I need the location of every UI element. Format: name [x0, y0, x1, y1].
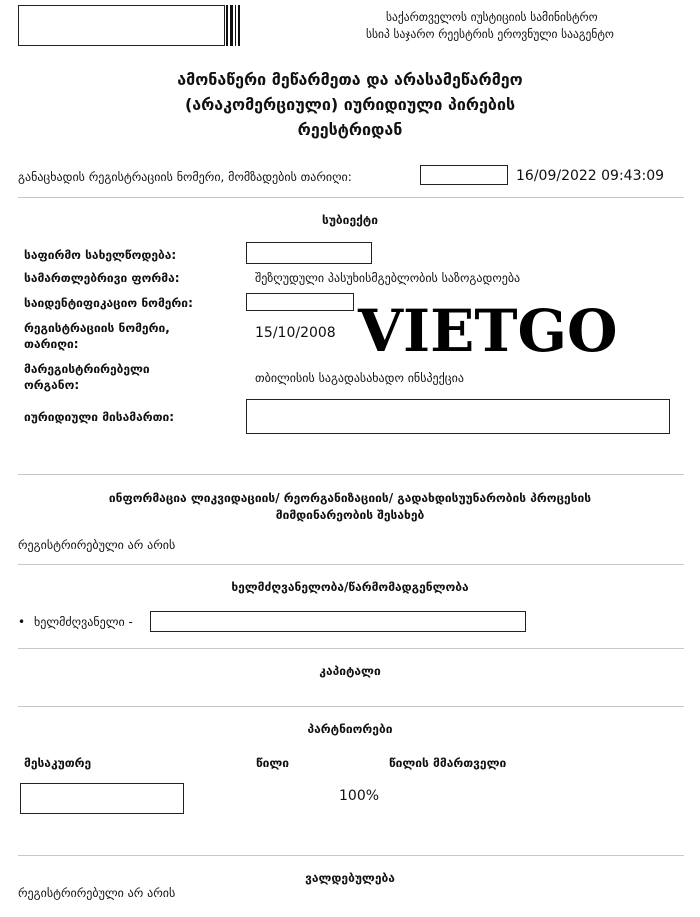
divider — [18, 648, 684, 649]
application-label: განაცხადის რეგისტრაციის ნომერი, მომზადების თარიღი: — [18, 170, 352, 184]
registering-body-label: მარეგისტრირებელი ორგანო: — [24, 362, 150, 392]
partners-column-owner: მესაკუთრე — [24, 756, 92, 770]
partners-column-share: წილი — [256, 756, 290, 770]
identification-number-label: საიდენტიფიკაციო ნომერი: — [24, 296, 193, 310]
document-title-line-3: რეესტრიდან — [297, 120, 403, 139]
document-title-line-2: (არაკომერციული) იურიდიული პირების — [184, 95, 516, 114]
legal-address-label: იურიდიული მისამართი: — [24, 410, 175, 424]
liquidation-heading-line-1: ინფორმაცია ლიკვიდაციის/ რეორგანიზაციის/ გადახდისუუნარობის პროცესის — [108, 491, 592, 505]
legal-form-label: სამართლებრივი ფორმა: — [24, 271, 180, 285]
divider — [18, 706, 684, 707]
ministry-line-2: სსიპ საჯარო რეესტრის ეროვნული სააგენტო — [366, 27, 614, 41]
application-datetime: 16/09/2022 09:43:09 — [516, 168, 665, 184]
liquidation-status: რეგისტრირებული არ არის — [18, 538, 176, 552]
divider — [18, 474, 684, 475]
obligations-heading: ვალდებულება — [305, 871, 395, 885]
redacted-legal-address — [246, 399, 670, 434]
legal-form-value: შეზღუდული პასუხისმგებლობის საზოგადოება — [255, 271, 521, 285]
registering-body-value: თბილისის საგადასახადო ინსპექცია — [255, 371, 464, 385]
redacted-company-name — [246, 242, 372, 264]
subject-heading: სუბიექტი — [322, 213, 378, 227]
partners-column-manager: წილის მმართველი — [389, 756, 507, 770]
divider — [18, 197, 684, 198]
obligations-status: რეგისტრირებული არ არის — [18, 886, 176, 900]
registration-date-value: 15/10/2008 — [255, 325, 336, 341]
capital-heading: კაპიტალი — [319, 664, 381, 678]
redacted-identification-number — [246, 293, 354, 311]
partners-heading: პარტნიორები — [307, 722, 393, 736]
redacted-header-box — [18, 5, 225, 46]
management-item-label: ხელმძღვანელი - — [34, 615, 133, 629]
liquidation-heading-line-2: მიმდინარეობის შესახებ — [275, 508, 425, 522]
redacted-partner-owner — [20, 783, 184, 814]
management-heading: ხელმძღვანელობა/წარმომადგენლობა — [231, 580, 469, 594]
divider — [18, 564, 684, 565]
document-title-line-1: ამონაწერი მეწარმეთა და არასამეწარმეო — [177, 70, 523, 89]
management-bullet: • — [18, 615, 26, 629]
vietgo-watermark: VIETGO — [358, 297, 618, 365]
barcode-graphic — [226, 5, 240, 46]
registration-number-date-label: რეგისტრაციის ნომერი, თარიღი: — [24, 321, 170, 351]
redacted-application-number — [420, 165, 508, 185]
ministry-line-1: საქართველოს იუსტიციის სამინისტრო — [386, 10, 598, 24]
divider — [18, 855, 684, 856]
company-name-label: საფირმო სახელწოდება: — [24, 248, 177, 262]
partner-share-value: 100% — [339, 788, 380, 804]
redacted-director-name — [150, 611, 526, 632]
